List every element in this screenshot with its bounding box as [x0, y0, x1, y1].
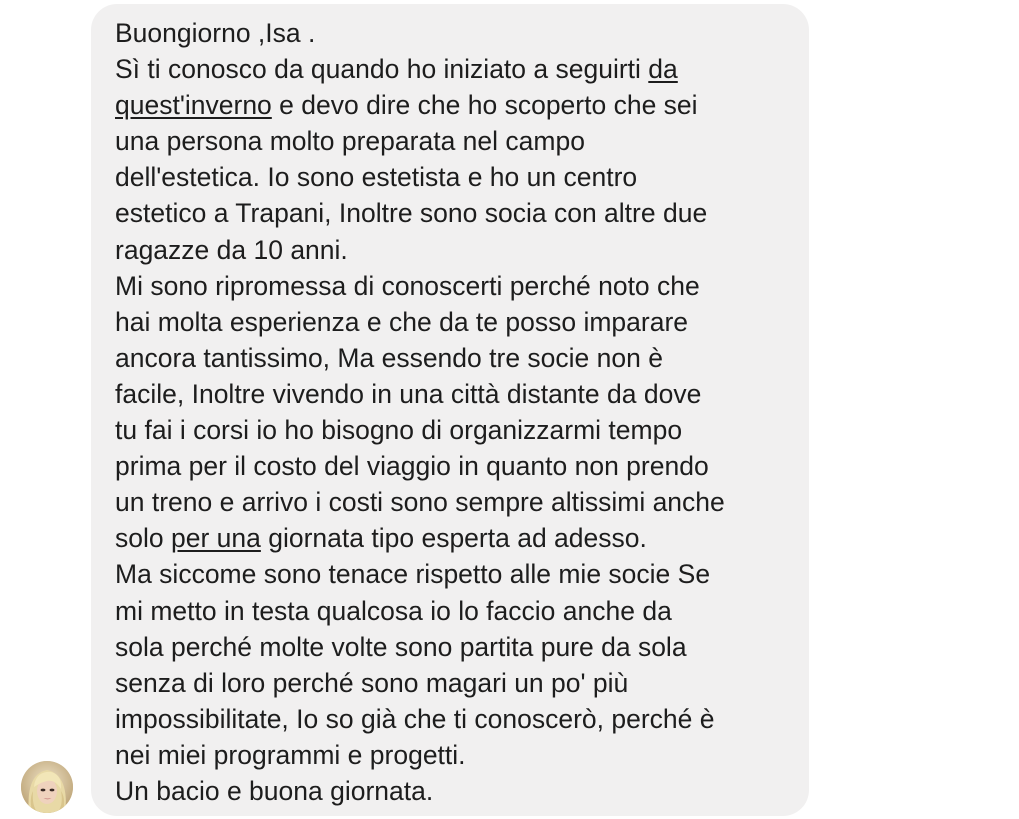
message-line [115, 448, 799, 484]
text-segment: mi metto in testa qualcosa io lo faccio anche da [115, 595, 672, 626]
text-segment: e devo dire che ho scoperto che sei [271, 90, 698, 121]
text-segment: prima per il costo del viaggio in quanto non prendo [115, 451, 709, 482]
message-line [115, 629, 799, 665]
message-line [115, 665, 799, 701]
text-segment: hai molta esperienza e che da te posso imparare [115, 306, 689, 337]
message-line [115, 15, 799, 51]
message-line [115, 268, 799, 304]
text-segment: Buongiorno ,Isa . [115, 18, 316, 48]
text-segment: un treno e arrivo i costi sono sempre altissimi anche [115, 487, 725, 518]
text-segment: ancora tantissimo, Ma essendo tre socie non è [115, 342, 663, 373]
message-bubble[interactable] [91, 4, 809, 816]
text-segment: Sì ti conosco da quando ho iniziato a seguirti [115, 54, 649, 85]
message-line [115, 304, 799, 340]
text-segment: impossibilitate, Io so già che ti conoscerò, perché è [115, 703, 715, 734]
message-line [115, 412, 799, 448]
message-line [115, 232, 799, 268]
text-segment: Un bacio e buona giornata. [115, 775, 434, 806]
message-line [115, 51, 799, 87]
text-segment: ragazze da 10 anni. [115, 234, 348, 265]
message-line [115, 520, 799, 556]
user-avatar-icon [21, 761, 73, 813]
message-line [115, 593, 799, 629]
message-line [115, 340, 799, 376]
text-segment: giornata tipo esperta ad adesso. [260, 523, 647, 554]
text-segment: sola perché molte volte sono partita pure da sola [115, 631, 687, 662]
message-line [115, 376, 799, 412]
text-segment: dell'estetica. Io sono estetista e ho un centro [115, 162, 638, 193]
underlined-text: quest'inverno [115, 90, 272, 121]
message-line [115, 195, 799, 231]
message-line [115, 556, 799, 592]
text-segment: Mi sono ripromessa di conoscerti perché noto che [115, 270, 700, 301]
message-line [115, 773, 799, 809]
message-text [115, 15, 799, 809]
text-segment: facile, Inoltre vivendo in una città distante da dove [115, 378, 702, 409]
text-segment: senza di loro perché sono magari un po' più [115, 667, 629, 698]
message-line [115, 484, 799, 520]
message-line [115, 701, 799, 737]
message-line [115, 87, 799, 123]
underlined-text: per una [170, 523, 261, 554]
text-segment: nei miei programmi e progetti. [115, 739, 466, 770]
message-line [115, 159, 799, 195]
text-segment: una persona molto preparata nel campo [115, 126, 585, 157]
text-segment: Ma siccome sono tenace rispetto alle mie socie Se [115, 559, 711, 590]
text-segment: solo [115, 523, 171, 554]
text-segment: tu fai i corsi io ho bisogno di organizzarmi tempo [115, 415, 683, 446]
underlined-text: da [648, 54, 678, 85]
text-segment: estetico a Trapani, Inoltre sono socia con altre due [115, 198, 708, 229]
message-line [115, 123, 799, 159]
message-line [115, 737, 799, 773]
sender-avatar[interactable] [21, 761, 73, 813]
